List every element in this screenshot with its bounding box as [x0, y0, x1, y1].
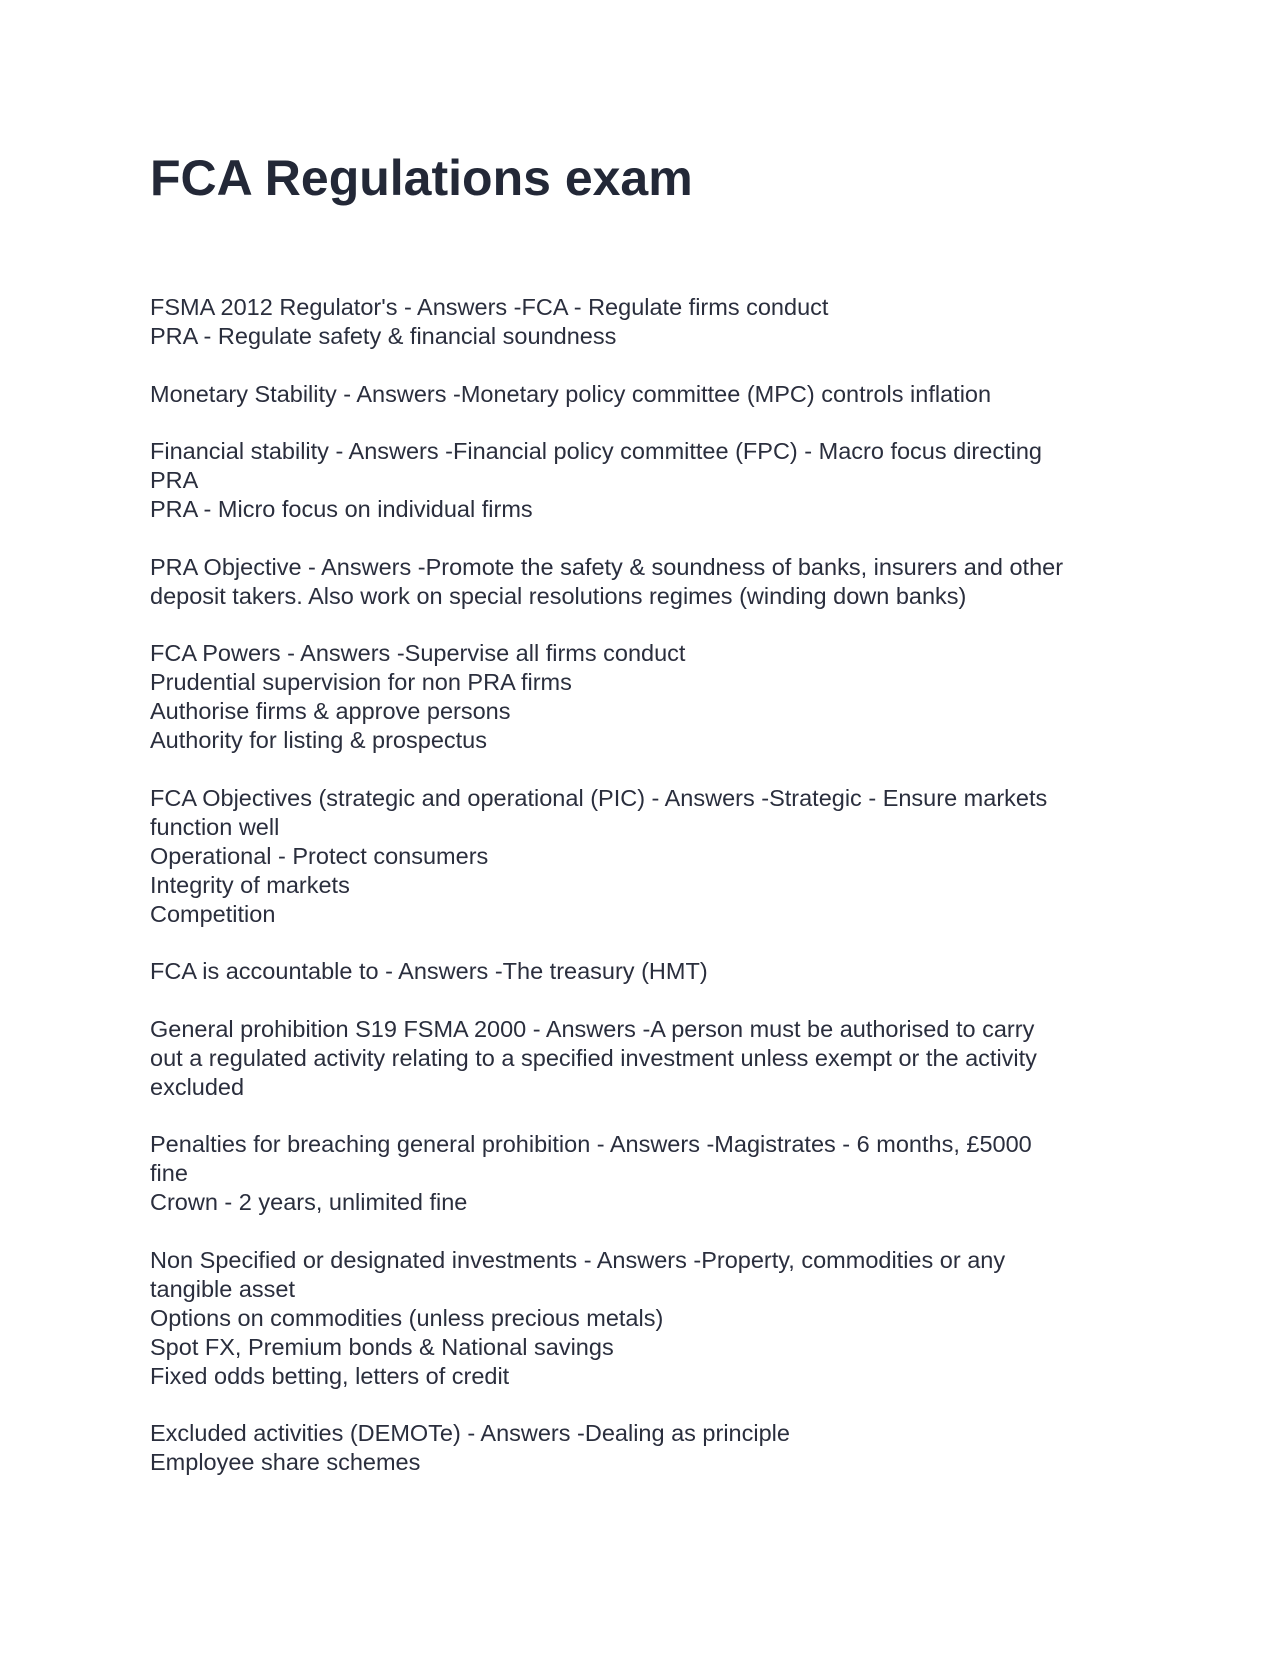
text-line: Spot FX, Premium bonds & National savings [150, 1333, 614, 1360]
text-line: Integrity of markets [150, 871, 350, 898]
qa-entry [150, 1419, 1150, 1477]
text-line: General prohibition S19 FSMA 2000 - Answers -A person must be authorised to carry [150, 1015, 1035, 1042]
text-line: FCA Powers - Answers -Supervise all firms conduct [150, 640, 686, 666]
text-line: Operational - Protect consumers [150, 842, 489, 869]
qa-entry [150, 1130, 1150, 1217]
qa-entry [150, 553, 1150, 611]
text-line: tangible asset [150, 1275, 296, 1302]
text-line: Non Specified or designated investments - Answers -Property, commodities or any [150, 1246, 1006, 1273]
text-line: function well [150, 813, 280, 840]
text-line: Employee share schemes [150, 1449, 421, 1475]
text-line: Excluded activities (DEMOTe) - Answers -Dealing as principle [150, 1420, 790, 1446]
text-line: out a regulated activity relating to a specified investment unless exempt or the activity [150, 1044, 1037, 1071]
text-line: Financial stability - Answers -Financial policy committee (FPC) - Macro focus directing [150, 438, 1042, 464]
text-line: Crown - 2 years, unlimited fine [150, 1189, 468, 1215]
qa-entry [150, 957, 1150, 986]
text-line: PRA Objective - Answers -Promote the safety & soundness of banks, insurers and other [150, 553, 1064, 580]
text-line: FCA is accountable to - Answers -The treasury (HMT) [150, 958, 708, 984]
qa-entry [150, 380, 1150, 409]
qa-entry [150, 784, 1150, 929]
text-line: excluded [150, 1073, 245, 1100]
text-line: PRA - Regulate safety & financial soundness [150, 323, 617, 349]
text-line: Authority for listing & prospectus [150, 727, 487, 753]
qa-entry [150, 293, 1150, 351]
page-title: FCA Regulations exam [150, 150, 693, 206]
text-line: Options on commodities (unless precious metals) [150, 1304, 664, 1331]
text-line: deposit takers. Also work on special resolutions regimes (winding down banks) [150, 582, 967, 609]
text-line: FCA Objectives (strategic and operational (PIC) - Answers -Strategic - Ensure markets [150, 784, 1048, 811]
text-line: PRA - Micro focus on individual firms [150, 496, 533, 522]
qa-entry [150, 437, 1150, 524]
text-line: Authorise firms & approve persons [150, 698, 511, 724]
text-line: Competition [150, 900, 276, 927]
qa-entry [150, 1246, 1150, 1391]
qa-entry [150, 1015, 1150, 1102]
document-body [150, 293, 1150, 1506]
qa-entry [150, 639, 1150, 755]
text-line: Monetary Stability - Answers -Monetary policy committee (MPC) controls inflation [150, 380, 992, 407]
text-line: Prudential supervision for non PRA firms [150, 669, 572, 695]
text-line: FSMA 2012 Regulator's - Answers -FCA - Regulate firms conduct [150, 294, 829, 320]
text-line: PRA [150, 467, 199, 493]
text-line: Fixed odds betting, letters of credit [150, 1362, 510, 1389]
text-line: Penalties for breaching general prohibition - Answers -Magistrates - 6 months, £5000 [150, 1131, 1032, 1157]
text-line: fine [150, 1160, 188, 1186]
